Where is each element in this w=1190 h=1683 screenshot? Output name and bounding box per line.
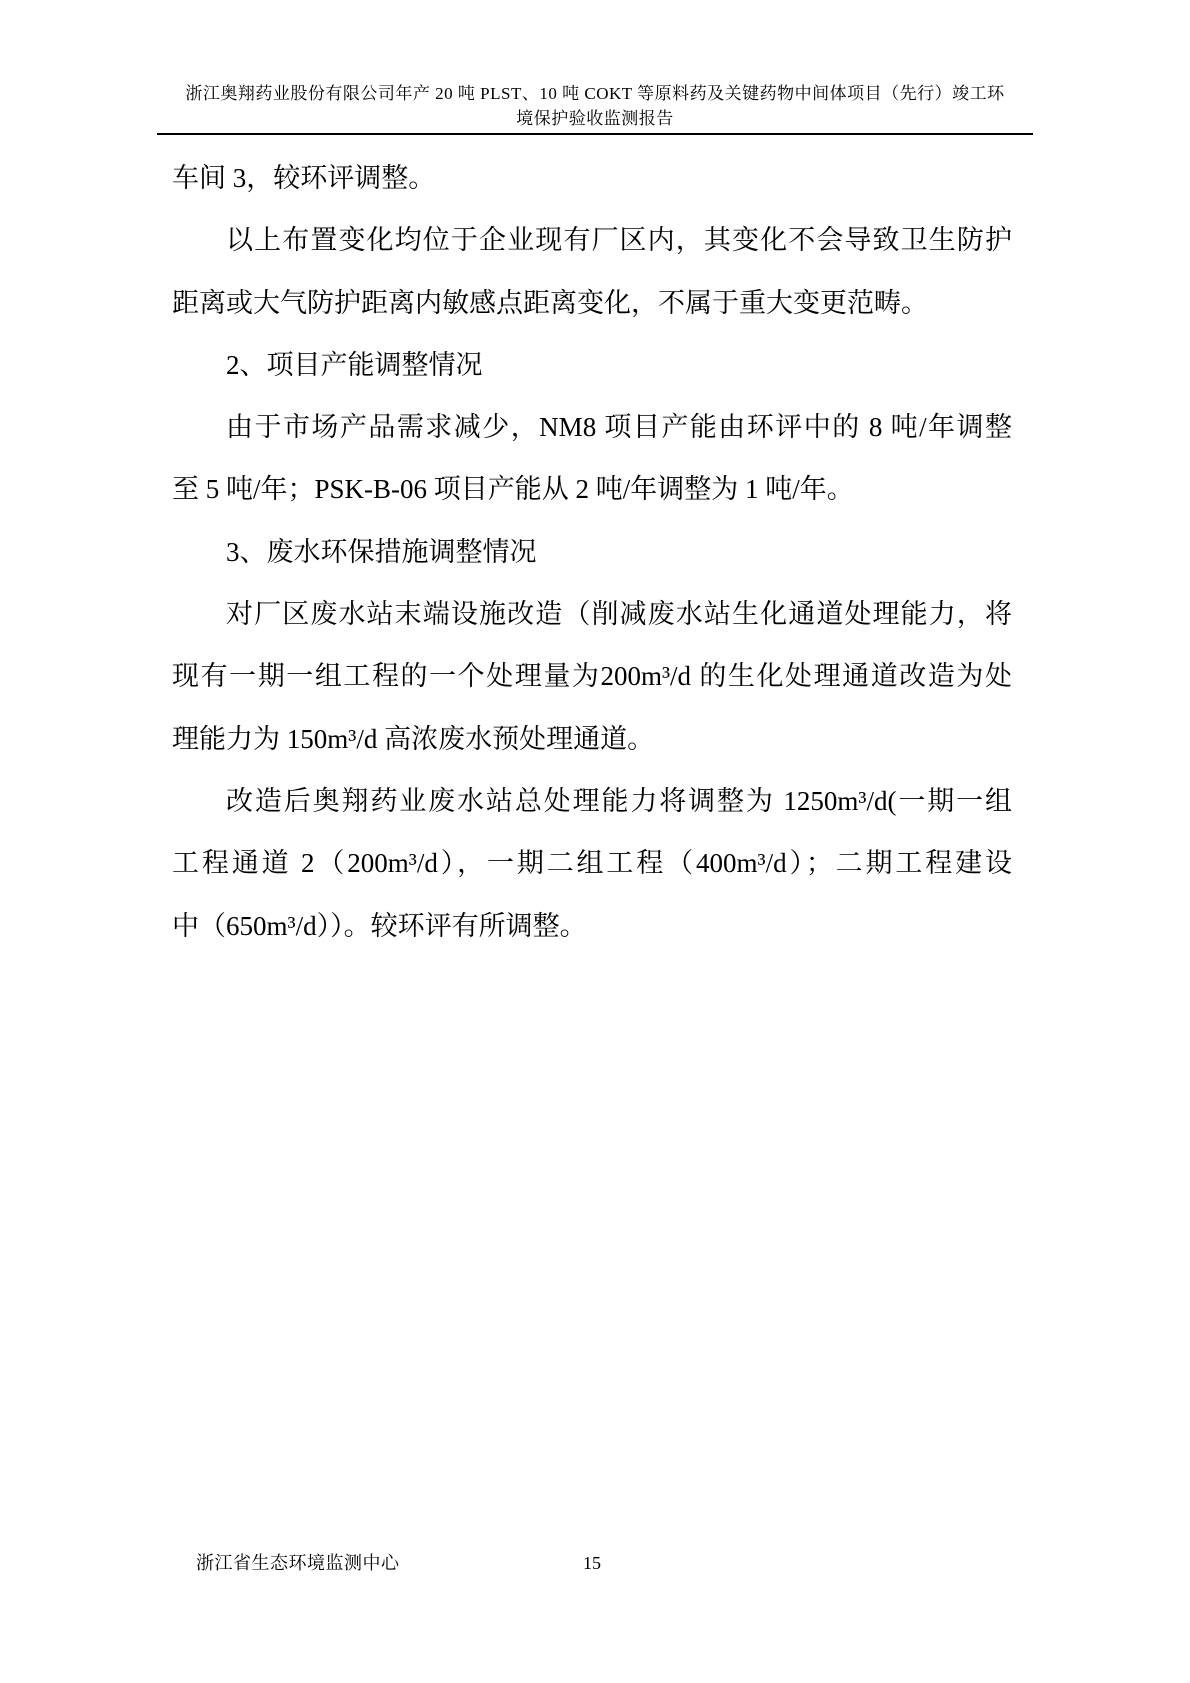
body-line: 2、项目产能调整情况: [226, 349, 483, 380]
body-line: 车间 3，较环评调整。: [172, 163, 436, 193]
document-body: [172, 147, 1012, 957]
body-line: 距离或大气防护距离内敏感点距离变化，不属于重大变更范畴。: [172, 287, 928, 318]
body-line: 中（650m³/d））。较环评有所调整。: [172, 910, 587, 941]
header-line-1: 浙江奥翔药业股份有限公司年产 20 吨 PLST、10 吨 COKT 等原料药及关键药物中间体项目（先行）竣工环: [185, 84, 1005, 103]
body-line: 理能力为 150m³/d 高浓废水预处理通道。: [172, 723, 655, 754]
page-number: 15: [583, 1553, 601, 1573]
report-header: [157, 81, 1033, 131]
body-line: 由于市场产品需求减少，NM8 项目产能由环评中的 8 吨/年调整: [226, 412, 1012, 443]
body-line: 现有一期一组工程的一个处理量为200m³/d 的生化处理通道改造为处: [172, 661, 1012, 692]
body-line: 工程通道 2（200m³/d），一期二组工程（400m³/d）；二期工程建设: [172, 848, 1012, 879]
body-line: 至 5 吨/年；PSK-B-06 项目产能从 2 吨/年调整为 1 吨/年。: [172, 474, 854, 505]
body-line: 3、废水环保措施调整情况: [226, 536, 537, 567]
header-line-2: 境保护验收监测报告: [516, 109, 674, 128]
header-divider-rule: [157, 133, 1033, 135]
footer-organization: 浙江省生态环境监测中心: [196, 1553, 400, 1573]
body-line: 改造后奥翔药业废水站总处理能力将调整为 1250m³/d(一期一组: [226, 785, 1012, 816]
body-line: 以上布置变化均位于企业现有厂区内，其变化不会导致卫生防护: [226, 225, 1012, 256]
body-line: 对厂区废水站末端设施改造（削减废水站生化通道处理能力，将: [226, 599, 1012, 630]
